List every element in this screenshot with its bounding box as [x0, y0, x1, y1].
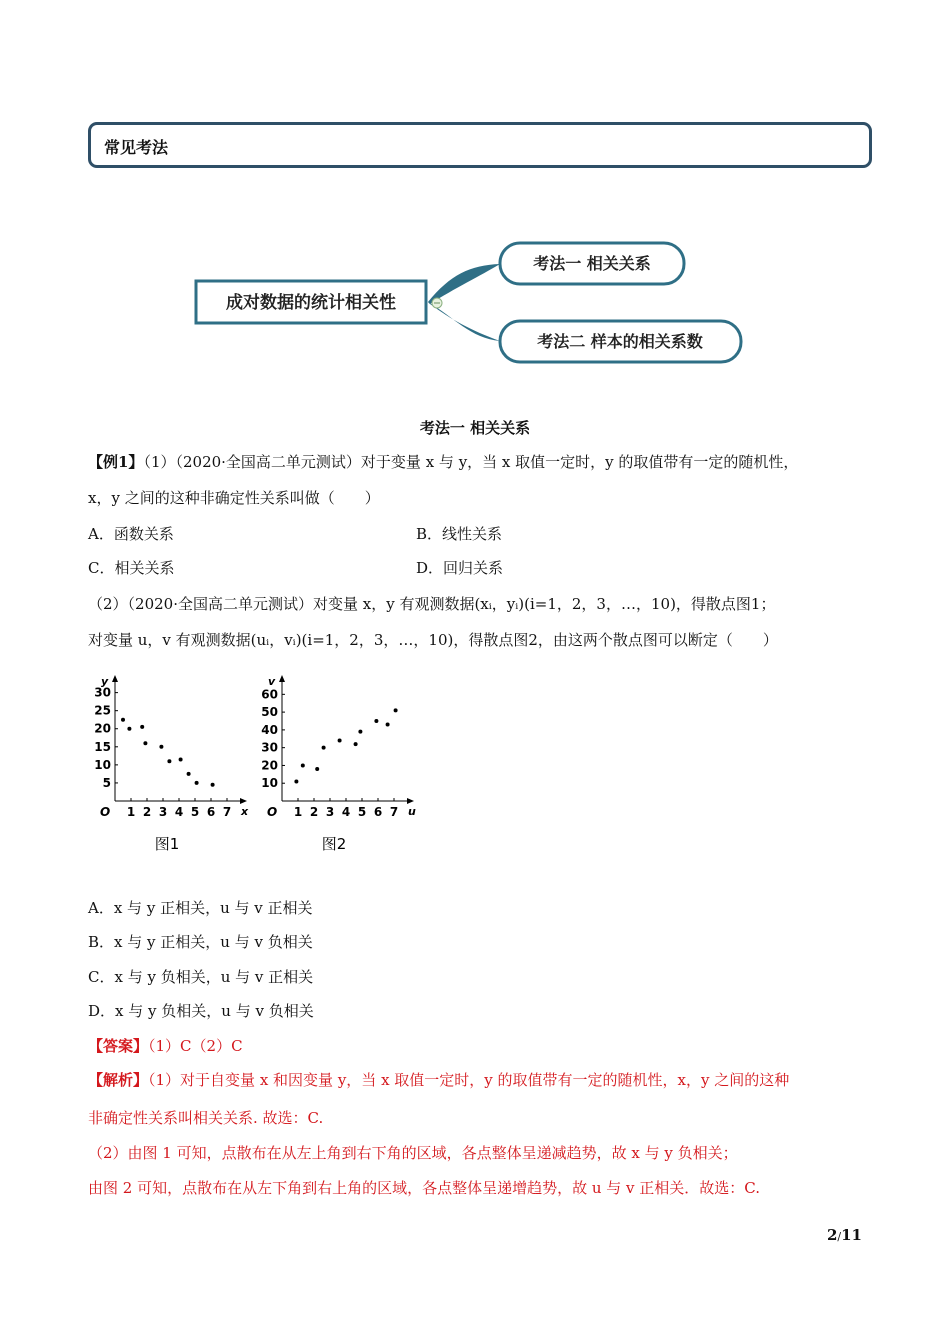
scatter-charts: [88, 672, 428, 862]
mindmap: [0, 0, 950, 400]
chart1-x-tick-label: 2: [142, 805, 152, 819]
example-p2-line2: 对变量 u，v 有观测数据(uᵢ，vᵢ)(i=1，2，3，…，10)，得散点图2，由这两个散点图可以断定（ ）: [88, 631, 778, 649]
page-total: 11: [841, 1226, 862, 1244]
chart2-point: [374, 719, 378, 723]
chart1-point: [127, 727, 131, 731]
chart2-x-arrow: [407, 798, 414, 804]
mindmap-branch-1-label: 考法一 相关关系: [533, 254, 651, 273]
chart2-x-tick-label: 3: [325, 805, 335, 819]
chart2-x-tick-label: 4: [341, 805, 351, 819]
section-title: 常见考法: [104, 138, 169, 157]
chart1-point: [143, 741, 147, 745]
chart2-y-tick-label: 40: [261, 722, 278, 737]
answer-text: （1）C（2）C: [148, 1037, 243, 1055]
chart1-point: [159, 745, 163, 749]
analysis-text-1: （1）对于自变量 x 和因变量 y，当 x 取值一定时，y 的取值带有一定的随机性，x，y 之间的这种: [148, 1071, 790, 1089]
example-p1-line1: （1）（2020·全国高二单元测试）对于变量 x 与 y，当 x 取值一定时，y 的取值带有一定的随机性，: [143, 453, 799, 471]
chart2-title: 图2: [321, 835, 347, 853]
chart1-origin-label: O: [100, 805, 111, 819]
analysis-text-3: （2）由图 1 可知，点散布在从左上角到右下角的区域，各点整体呈递减趋势，故 x 与 y 负相关；: [88, 1144, 738, 1162]
option-a: A．函数关系: [88, 525, 174, 543]
chart1-point: [140, 725, 144, 729]
page-sep: /: [837, 1230, 842, 1243]
chart2-y-tick-label: 30: [261, 740, 278, 755]
chart2-y-arrow: [279, 675, 285, 682]
page-number: [827, 1226, 862, 1244]
chart1-y-tick-label: 25: [94, 703, 111, 718]
analysis-text-4: 由图 2 可知，点散布在从左下角到右上角的区域，各点整体呈递增趋势，故 u 与 v 正相关．故选：C.: [88, 1179, 761, 1197]
chart2-point: [358, 730, 362, 734]
chart2-point: [338, 739, 342, 743]
option-b: B．线性关系: [416, 525, 503, 543]
chart1-y-tick-label: 15: [94, 739, 111, 754]
chart1-x-tick-label: 6: [206, 805, 216, 819]
chart1-point: [167, 759, 171, 763]
chart1-y-tick-label: 20: [94, 721, 111, 736]
example-tag: 【例1】: [88, 453, 144, 471]
chart1-y-tick-label: 5: [102, 775, 111, 790]
example-line-1: [88, 452, 798, 472]
answer-tag: 【答案】: [88, 1037, 149, 1055]
chart2-y-tick-label: 20: [261, 758, 278, 773]
chart2-point: [354, 742, 358, 746]
example-p2-line1: （2）（2020·全国高二单元测试）对变量 x，y 有观测数据(xᵢ，yᵢ)(i=1，2，3，…，10)，得散点图1；: [88, 595, 776, 613]
chart2-point: [294, 779, 298, 783]
chart1-point: [179, 757, 183, 761]
chart1-x-tick-label: 3: [158, 805, 168, 819]
analysis-text-2: 非确定性关系叫相关关系. 故选：C.: [88, 1109, 324, 1127]
chart2-xlabel: u: [408, 805, 416, 818]
chart2-y-tick-label: 10: [261, 776, 278, 791]
option2-b: B．x 与 y 正相关，u 与 v 负相关: [88, 933, 313, 951]
option-d: D．回归关系: [416, 559, 504, 577]
chart1-point: [187, 772, 191, 776]
chart2-x-tick-label: 1: [293, 805, 303, 819]
chart1-x-tick-label: 5: [190, 805, 200, 819]
chart1-x-tick-label: 7: [222, 805, 232, 819]
chart2-x-tick-label: 6: [373, 805, 383, 819]
chart1-xlabel: x: [241, 805, 249, 818]
chart1-point: [121, 718, 125, 722]
chart1-ylabel: y: [101, 675, 109, 688]
option2-a: A．x 与 y 正相关，u 与 v 正相关: [88, 899, 313, 917]
mindmap-root-label: 成对数据的统计相关性: [226, 293, 396, 313]
chart2-ylabel: v: [268, 675, 276, 688]
chart2-origin-label: O: [267, 805, 278, 819]
chart1-x-arrow: [240, 798, 247, 804]
analysis-line-1: [88, 1070, 789, 1090]
chart1-point: [195, 781, 199, 785]
chart2-point: [301, 763, 305, 767]
option-c: C．相关关系: [88, 559, 175, 577]
chart1-y-arrow: [112, 675, 118, 682]
chart2-x-tick-label: 2: [309, 805, 319, 819]
page-current: 2: [826, 1226, 838, 1244]
chart1-y-tick-label: 10: [94, 757, 111, 772]
mindmap-branch-2-label: 考法二 样本的相关系数: [537, 332, 703, 351]
option2-c: C．x 与 y 负相关，u 与 v 正相关: [88, 968, 314, 986]
chart1-x-tick-label: 1: [126, 805, 136, 819]
method-heading: 考法一 相关关系: [419, 419, 531, 437]
chart1-y-tick-label: 30: [94, 685, 111, 700]
chart2-x-tick-label: 7: [389, 805, 399, 819]
chart2-x-tick-label: 5: [357, 805, 367, 819]
option2-d: D．x 与 y 负相关，u 与 v 负相关: [88, 1002, 314, 1020]
answer-line: [88, 1036, 243, 1056]
example-p1-line2: x，y 之间的这种非确定性关系叫做（ ）: [88, 489, 380, 507]
chart1-title: 图1: [154, 835, 180, 853]
chart2-y-tick-label: 50: [261, 705, 278, 720]
chart2-y-tick-label: 60: [261, 687, 278, 702]
chart1-x-tick-label: 4: [174, 805, 184, 819]
analysis-tag: 【解析】: [88, 1071, 149, 1089]
chart1-point: [211, 783, 215, 787]
chart2-point: [386, 723, 390, 727]
chart2-point: [322, 746, 326, 750]
chart2-point: [315, 767, 319, 771]
chart2-point: [394, 708, 398, 712]
